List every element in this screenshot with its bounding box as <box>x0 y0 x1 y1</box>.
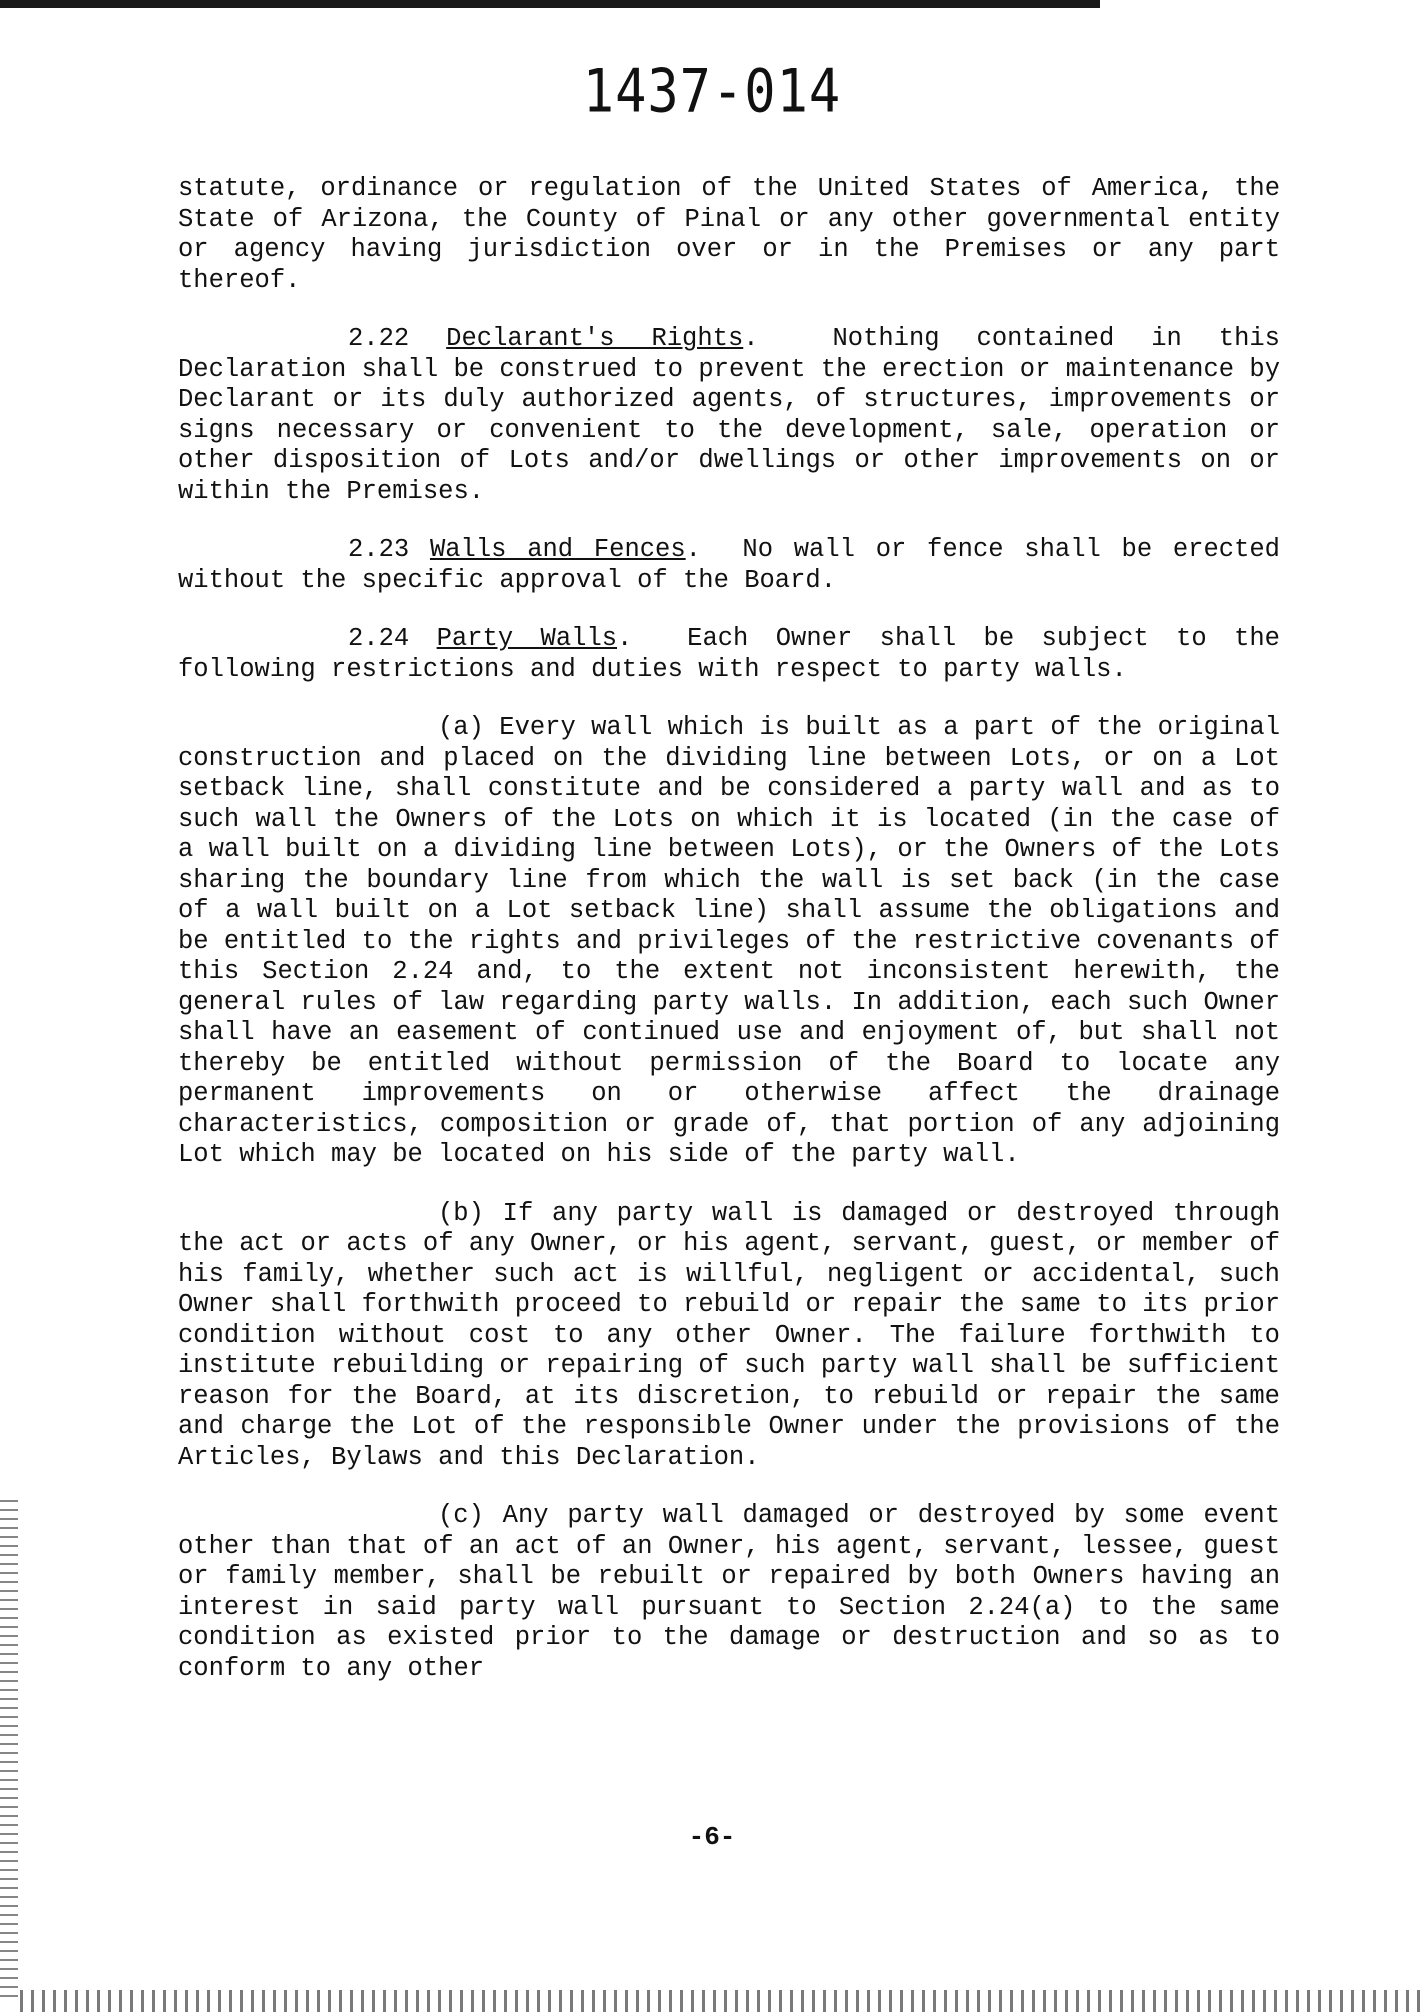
subsection-label: (b) <box>438 1198 484 1228</box>
paragraph-continuation <box>178 174 1280 296</box>
document-body <box>178 174 1280 1712</box>
subsection-a <box>178 713 1280 1171</box>
section-number: 2.23 <box>348 535 410 564</box>
page-number: -6- <box>688 1822 736 1852</box>
section-number: 2.24 <box>348 624 410 653</box>
subsection-label: (c) <box>438 1501 484 1530</box>
paragraph-text: If any party wall is damaged or destroyed through the act or acts of any Owner, or his agent, servant, guest, or member of his family, whether such act is willful, negligent or accidental, such Owner shall forthwith proceed to rebuild or repair the same to its prior condition without cost to any other Owner. The failure forthwith to institute rebuilding or repairing of such party wall shall be sufficient reason for the Board, at its discretion, to rebuild or repair the same and charge the Lot of the responsible Owner under the provisions of the Articles, Bylaws and this Declaration. <box>178 1198 1280 1472</box>
section-2-22: 2.22 Declarant's Rights. Nothing contained in this Declaration shall be construed to prevent the erection or maintenance by Declarant or its duly authorized agents, of structures, improvements or signs necessary or convenient to the development, sale, operation or other disposition of Lots and/or dwellings or other improvements on or within the Premises. <box>178 324 1280 506</box>
paragraph-text: Nothing contained in this Declaration shall be construed to prevent the erection or maintenance by Declarant or its duly authorized agents, of structures, improvements or signs necessary or convenient to the development, sale, operation or other disposition of Lots and/or dwellings or other improvements on or within the Premises. <box>178 324 1280 506</box>
scan-top-edge <box>0 0 1100 8</box>
section-number: 2.22 <box>348 324 410 353</box>
paragraph-text: statute, ordinance or regulation of the United States of America, the State of Arizona, the County of Pinal or any other governmental entity or agency having jurisdiction over or in the Premises or any part thereof. <box>178 174 1280 295</box>
subsection-b <box>178 1199 1280 1474</box>
paragraph-text: Every wall which is built as a part of the original construction and placed on the dividing line between Lots, or on a Lot setback line, shall constitute and be considered a party wall and as to such wall the Owners of the Lots on which it is located (in the case of a wall built on a dividing line between Lots), or the Owners of the Lots sharing the boundary line from which the wall is set back (in the case of a wall built on a Lot setback line) shall assume the obligations and be entitled to the rights and privileges of the restrictive covenants of this Section 2.24 and, to the extent not inconsistent herewith, the general rules of law regarding party walls. In addition, each such Owner shall have an easement of continued use and enjoyment of, but shall not thereby be entitled without permission of the Board to locate any permanent improvements on or otherwise affect the drainage characteristics, composition or grade of, that portion of any adjoining Lot which may be located on his side of the party wall. <box>178 713 1280 1169</box>
scan-noise-bottom <box>20 1990 1420 2012</box>
section-heading: Party Walls <box>436 624 618 653</box>
paragraph-text: Each Owner shall be subject to the following restrictions and duties with respect to party walls. <box>178 624 1280 684</box>
section-2-23: 2.23 Walls and Fences. No wall or fence shall be erected without the specific approval of the Board. <box>178 535 1280 595</box>
scan-noise-left <box>0 1500 18 2000</box>
subsection-c <box>178 1501 1280 1684</box>
section-2-24: 2.24 Party Walls. Each Owner shall be subject to the following restrictions and duties with respect to party walls. <box>178 624 1280 684</box>
section-heading: Declarant's Rights <box>446 324 744 353</box>
paragraph-text: No wall or fence shall be erected without the specific approval of the Board. <box>178 535 1280 595</box>
section-heading: Walls and Fences <box>429 535 686 564</box>
document-number: 1437-014 <box>582 57 842 127</box>
paragraph-text: Any party wall damaged or destroyed by some event other than that of an act of an Owner, his agent, servant, lessee, guest or family member, shall be rebuilt or repaired by both Owners having an interest in said party wall pursuant to Section 2.24(a) to the same condition as existed prior to the damage or destruction and so as to conform to any other <box>178 1501 1280 1683</box>
subsection-label: (a) <box>438 713 484 742</box>
